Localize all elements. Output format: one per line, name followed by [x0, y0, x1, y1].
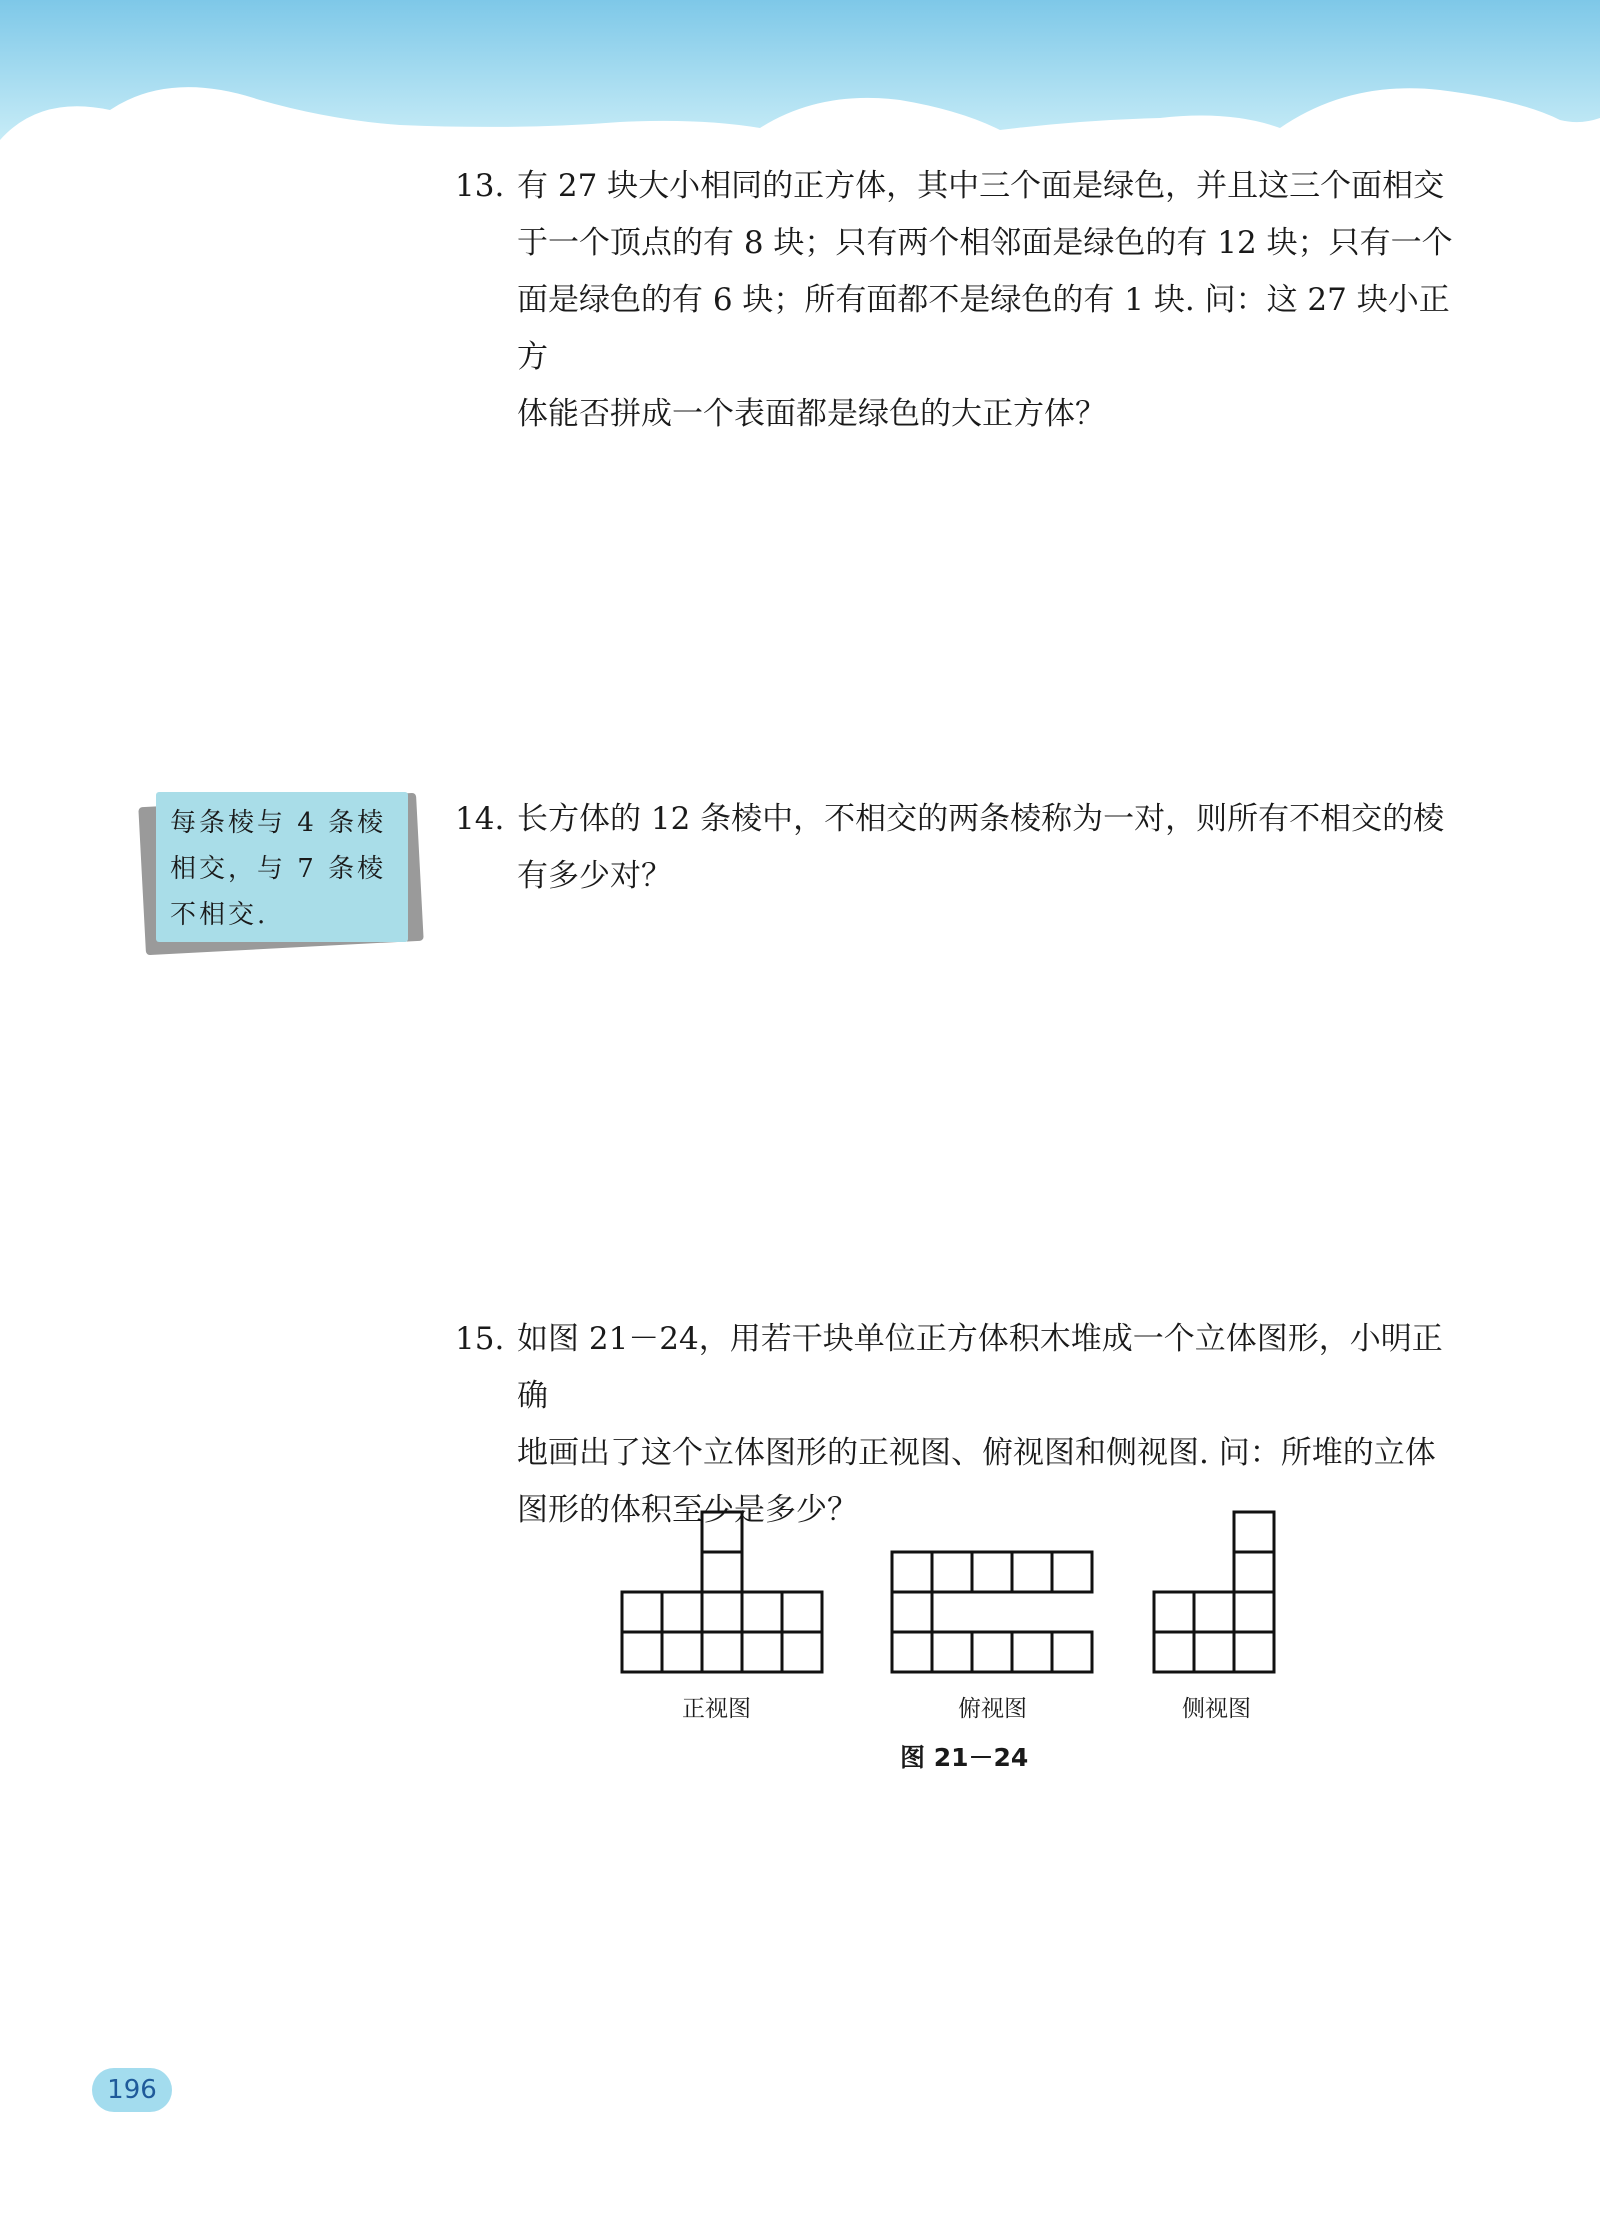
problem-line: 于一个顶点的有 8 块；只有两个相邻面是绿色的有 12 块；只有一个: [517, 225, 1453, 261]
top-view-label: 俯视图: [958, 1696, 1027, 1722]
page-number-badge: [92, 2068, 172, 2112]
problem-number: 15.: [455, 1321, 505, 1357]
sidenote-line: 不相交.: [170, 900, 269, 930]
top-view-grid: [892, 1552, 1092, 1672]
problem-line: 体能否拼成一个表面都是绿色的大正方体？: [517, 396, 1106, 432]
hint-sidenote: [138, 790, 428, 950]
problem-line: 面是绿色的有 6 块；所有面都不是绿色的有 1 块. 问：这 27 块小正方: [517, 282, 1450, 375]
three-views-diagram: [620, 1500, 1320, 1690]
problem-14: [455, 791, 1465, 905]
side-view-label: 侧视图: [1182, 1696, 1251, 1722]
problem-line: 长方体的 12 条棱中，不相交的两条棱称为一对，则所有不相交的棱: [517, 801, 1445, 837]
sidenote-line: 相交，与 7 条棱: [170, 854, 387, 884]
page-number: 196: [107, 2075, 157, 2105]
front-view-label: 正视图: [682, 1696, 751, 1722]
figure-21-24: [620, 1500, 1320, 1800]
problem-line: 图形的体积至少是多少？: [517, 1492, 858, 1528]
problem-line: 地画出了这个立体图形的正视图、俯视图和侧视图. 问：所堆的立体: [517, 1435, 1436, 1471]
side-view-grid: [1154, 1512, 1274, 1672]
problem-line: 如图 21－24，用若干块单位正方体积木堆成一个立体图形，小明正确: [517, 1321, 1443, 1414]
sidenote-box: [156, 792, 408, 942]
problem-line: 有多少对？: [517, 858, 672, 894]
problem-number: 13.: [455, 168, 505, 204]
problem-number: 14.: [455, 801, 505, 837]
problem-line: 有 27 块大小相同的正方体，其中三个面是绿色，并且这三个面相交: [517, 168, 1445, 204]
figure-caption: 图 21－24: [900, 1743, 1029, 1772]
front-view-grid: [622, 1512, 822, 1672]
problem-13: [455, 158, 1465, 443]
sidenote-line: 每条棱与 4 条棱: [170, 808, 387, 838]
